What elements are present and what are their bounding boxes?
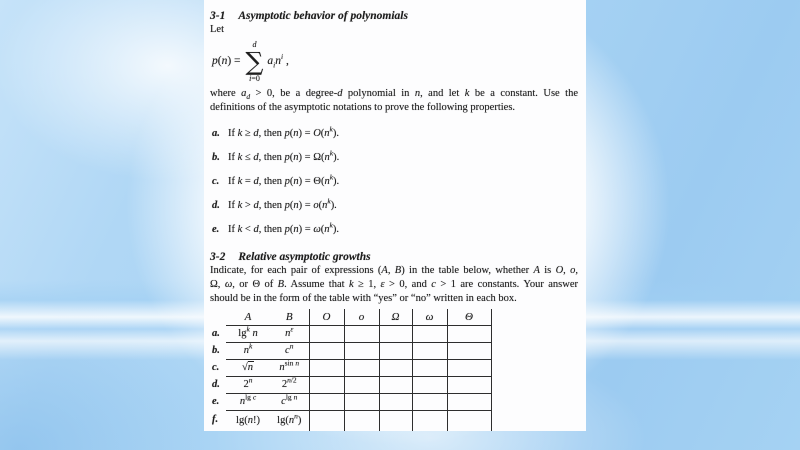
math-token: (	[320, 224, 325, 235]
math-token: n	[324, 224, 330, 235]
math-token: A	[381, 265, 388, 276]
formula-lhs	[212, 54, 241, 68]
math-token: p	[284, 128, 290, 139]
sigma-symbol: ∑	[245, 46, 264, 76]
math-token: B	[277, 279, 285, 290]
expression-B	[270, 393, 309, 410]
math-token: n	[289, 341, 294, 350]
intro-line	[210, 292, 578, 306]
math-token: n	[288, 414, 295, 426]
math-token: n	[247, 414, 253, 426]
row-label: f.	[212, 414, 219, 425]
answer-cell	[447, 325, 491, 342]
expression-A	[226, 325, 270, 342]
math-token: n	[285, 327, 291, 339]
math-token: is	[539, 265, 556, 276]
answer-cell	[344, 376, 379, 393]
math-token: c	[281, 395, 286, 407]
math-token: If	[228, 200, 238, 211]
math-token: <	[242, 224, 254, 235]
math-token: If	[228, 176, 238, 187]
math-token: n	[293, 224, 299, 235]
table-row	[211, 376, 491, 393]
math-token: polynomial in	[342, 88, 415, 99]
problem-3-2-title: Relative asymptotic growths	[238, 251, 371, 263]
math-token: n	[293, 128, 299, 139]
intro-line	[210, 101, 578, 115]
math-token: lg	[238, 327, 247, 339]
list-item-b	[210, 148, 578, 165]
math-token: 2	[281, 378, 288, 390]
item-label: e.	[212, 224, 220, 235]
math-token: ) =	[227, 55, 241, 67]
item-label: c.	[212, 176, 220, 187]
math-token: Ω,	[210, 279, 225, 290]
answer-cell	[412, 359, 447, 376]
math-token: i	[281, 52, 284, 62]
math-token: k	[237, 224, 243, 235]
answer-cell	[309, 376, 344, 393]
math-token: d	[253, 224, 259, 235]
math-token: ).	[332, 128, 339, 139]
property-list	[210, 124, 578, 237]
math-token: o	[313, 200, 319, 211]
expression-A	[226, 393, 270, 410]
math-token: > 0, be a degree-	[250, 88, 338, 99]
math-token: k	[248, 341, 253, 350]
math-token: k	[327, 196, 331, 206]
math-token: , then	[258, 224, 285, 235]
answer-cell	[379, 342, 412, 359]
math-token: n	[243, 344, 249, 356]
math-token: If	[228, 128, 238, 139]
math-token: If	[228, 152, 238, 163]
column-header-theta: Θ	[447, 309, 491, 325]
column-header-A: A	[226, 309, 270, 325]
math-token: ≤	[242, 152, 254, 163]
math-token: >	[242, 200, 254, 211]
math-token: d	[253, 176, 259, 187]
problem-3-2-number: 3-2	[210, 251, 226, 263]
item-text	[228, 172, 340, 187]
math-token: Θ	[313, 176, 321, 187]
math-token: i	[273, 60, 276, 70]
math-token: )	[297, 414, 302, 426]
math-token: should be in the form of the table with “yes” or “no” written in each box.	[210, 293, 517, 304]
math-token: ).	[332, 224, 339, 235]
math-token: ) =	[298, 224, 314, 235]
math-token: (	[289, 224, 294, 235]
answer-cell	[379, 325, 412, 342]
math-token: , then	[258, 128, 285, 139]
math-token: k	[348, 279, 354, 290]
answer-cell	[447, 359, 491, 376]
math-token: n	[239, 395, 246, 407]
math-token: ) =	[298, 176, 314, 187]
item-text	[228, 124, 339, 139]
math-token: !)	[252, 414, 260, 426]
math-token: k	[329, 220, 333, 230]
math-token: k	[237, 128, 243, 139]
math-token: k	[237, 200, 243, 211]
math-token: n	[275, 55, 281, 67]
column-header-B: B	[270, 309, 309, 325]
math-token: c	[431, 279, 436, 290]
math-token: n	[324, 128, 330, 139]
math-token: Indicate, for each pair of expressions (	[210, 265, 382, 276]
math-token: n	[293, 152, 299, 163]
list-item-a	[210, 124, 578, 141]
document-page	[204, 0, 586, 431]
math-token: i	[249, 73, 252, 83]
item-text	[228, 148, 340, 163]
math-token: ).	[333, 152, 340, 163]
math-token: 2	[243, 378, 249, 390]
formula-rhs	[267, 54, 288, 68]
list-item-c	[210, 172, 578, 189]
math-token: /2	[290, 375, 297, 384]
math-token: =	[242, 176, 254, 187]
problem-3-1-intro	[210, 87, 578, 115]
answer-cell	[344, 325, 379, 342]
list-item-e	[210, 220, 578, 237]
math-token: c	[285, 344, 290, 356]
item-label: d.	[212, 200, 220, 211]
answer-cell	[379, 359, 412, 376]
answer-cell	[379, 376, 412, 393]
answer-cell	[344, 410, 379, 431]
math-token: k	[464, 88, 470, 99]
problem-3-1-title: Asymptotic behavior of polynomials	[238, 10, 408, 22]
problem-3-2-heading	[210, 250, 578, 264]
answer-cell	[447, 410, 491, 431]
expression-B	[270, 359, 309, 376]
summation-construct	[246, 40, 264, 83]
math-token: p	[284, 200, 290, 211]
math-token: k	[237, 176, 243, 187]
answer-cell	[412, 410, 447, 431]
math-token: ε	[290, 324, 294, 333]
row-label: e.	[212, 395, 220, 407]
math-token: (	[217, 55, 222, 67]
math-token: k	[329, 148, 334, 158]
math-token: d	[253, 200, 259, 211]
math-token: (	[289, 128, 294, 139]
math-token: o	[570, 265, 576, 276]
math-token: ε	[380, 279, 385, 290]
math-token: ) in the table below, whether	[401, 265, 534, 276]
math-token: n	[322, 200, 328, 211]
math-token: n	[414, 88, 421, 99]
header-spacer	[211, 309, 226, 325]
answer-cell	[309, 325, 344, 342]
table-row	[211, 359, 491, 376]
math-token: lg	[285, 392, 294, 401]
math-token: definitions of the asymptotic notations to prove the following properties.	[210, 102, 516, 113]
item-label: a.	[212, 128, 220, 139]
item-text	[228, 196, 337, 211]
expression-B	[270, 325, 309, 342]
answer-cell	[309, 393, 344, 410]
math-token: O	[555, 265, 564, 276]
math-token: (	[320, 176, 325, 187]
column-header-bigO: O	[309, 309, 344, 325]
math-token: n	[293, 176, 299, 187]
polynomial-formula	[212, 37, 578, 85]
expression-A	[226, 359, 270, 376]
intro-line	[210, 278, 578, 292]
math-token: p	[284, 176, 290, 187]
math-token: d	[337, 88, 343, 99]
intro-line	[210, 264, 578, 278]
math-token: ,	[283, 55, 289, 67]
math-token: , then	[258, 176, 285, 187]
answer-cell	[379, 410, 412, 431]
expression-A	[226, 376, 270, 393]
math-token: √	[241, 361, 248, 373]
math-token: d	[253, 152, 259, 163]
table-header-row	[211, 309, 491, 325]
answer-cell	[344, 393, 379, 410]
math-token: sin	[284, 358, 296, 367]
math-token: n	[295, 358, 300, 367]
answer-cell	[412, 342, 447, 359]
math-token: ,	[575, 265, 578, 276]
table-row	[211, 393, 491, 410]
math-token: (	[289, 152, 294, 163]
expression-B	[270, 376, 309, 393]
math-token: n	[249, 327, 258, 339]
expression-B	[270, 410, 309, 431]
math-token: lg	[245, 392, 253, 401]
answer-cell	[447, 342, 491, 359]
math-token: ≥ 1,	[353, 279, 381, 290]
item-text	[228, 220, 339, 235]
math-token: ) =	[298, 128, 314, 139]
math-token: c	[252, 392, 257, 401]
row-label: c.	[212, 361, 220, 373]
math-token: be a constant. Use the	[469, 88, 578, 99]
column-header-omega-cap: Ω	[379, 309, 412, 325]
math-token: n	[293, 200, 299, 211]
math-token: lg(	[277, 414, 289, 426]
math-token: k	[237, 152, 243, 163]
math-token: n	[247, 361, 253, 373]
row-label: a.	[212, 327, 220, 339]
answer-cell	[412, 376, 447, 393]
math-token: > 1 are constants. Your answer	[435, 279, 578, 290]
table-row	[211, 410, 491, 431]
column-header-little-o: o	[344, 309, 379, 325]
math-token: p	[212, 55, 218, 67]
math-token: B	[394, 265, 402, 276]
item-label: b.	[212, 152, 220, 163]
answer-cell	[309, 410, 344, 431]
answer-cell	[447, 393, 491, 410]
let-line: Let	[210, 24, 224, 35]
math-token: n	[279, 361, 285, 373]
answer-cell	[412, 325, 447, 342]
math-token: , then	[258, 200, 285, 211]
math-token: d	[246, 92, 251, 102]
row-label: b.	[212, 344, 220, 356]
list-item-d	[210, 196, 578, 213]
math-token: =0	[251, 73, 260, 83]
math-token: ω	[313, 224, 321, 235]
column-header-omega: ω	[412, 309, 447, 325]
math-token: n	[221, 55, 228, 67]
math-token: n	[294, 411, 298, 420]
math-token: (	[289, 200, 294, 211]
math-token: where	[210, 88, 242, 99]
math-token: ,	[387, 265, 395, 276]
math-token: O	[313, 128, 321, 139]
math-token: . Assume that	[284, 279, 349, 290]
math-token: ) =	[298, 152, 314, 163]
math-token: , then	[258, 152, 285, 163]
answer-cell	[412, 393, 447, 410]
expression-A	[226, 410, 270, 431]
math-token: a	[267, 55, 274, 67]
answer-cell	[379, 393, 412, 410]
problem-3-2-intro	[210, 264, 578, 306]
math-token: (	[320, 128, 325, 139]
intro-line	[210, 87, 578, 101]
math-token: n	[287, 375, 291, 384]
math-token: > 0, and	[384, 279, 432, 290]
math-token: (	[289, 176, 294, 187]
math-token: (	[318, 200, 323, 211]
answer-cell	[344, 359, 379, 376]
math-token: A	[533, 265, 540, 276]
summation-lower-limit	[249, 74, 260, 83]
math-token: Ω	[313, 152, 321, 163]
math-token: k	[246, 324, 250, 333]
summation-upper-limit: d	[252, 39, 257, 49]
math-token: n	[324, 152, 330, 163]
math-token: p	[284, 152, 290, 163]
table-row	[211, 325, 491, 342]
math-token: lg(	[236, 414, 248, 426]
table-row	[211, 342, 491, 359]
problem-3-1-heading	[210, 9, 578, 23]
math-token: n	[248, 375, 253, 384]
expression-A	[226, 342, 270, 359]
math-token: , or Θ of	[232, 279, 278, 290]
answer-cell	[309, 359, 344, 376]
answer-cell	[344, 342, 379, 359]
answer-cell	[447, 376, 491, 393]
math-token: d	[253, 128, 259, 139]
math-token: ω	[224, 279, 233, 290]
math-token: ) =	[298, 200, 314, 211]
math-token: ≥	[242, 128, 254, 139]
math-token: p	[284, 224, 290, 235]
math-token: ).	[333, 176, 340, 187]
math-token: k	[329, 172, 334, 182]
math-token: a	[241, 88, 247, 99]
math-token: If	[228, 224, 238, 235]
math-token: , and let	[420, 88, 465, 99]
answer-cell	[309, 342, 344, 359]
asymptotic-comparison-table	[211, 309, 492, 431]
math-token: ).	[330, 200, 337, 211]
math-token: n	[324, 176, 330, 187]
row-label: d.	[212, 378, 220, 390]
math-token: n	[293, 392, 298, 401]
math-token: k	[329, 124, 333, 134]
expression-B	[270, 342, 309, 359]
problem-3-1-number: 3-1	[210, 10, 226, 22]
math-token: ,	[563, 265, 571, 276]
math-token: (	[321, 152, 325, 163]
